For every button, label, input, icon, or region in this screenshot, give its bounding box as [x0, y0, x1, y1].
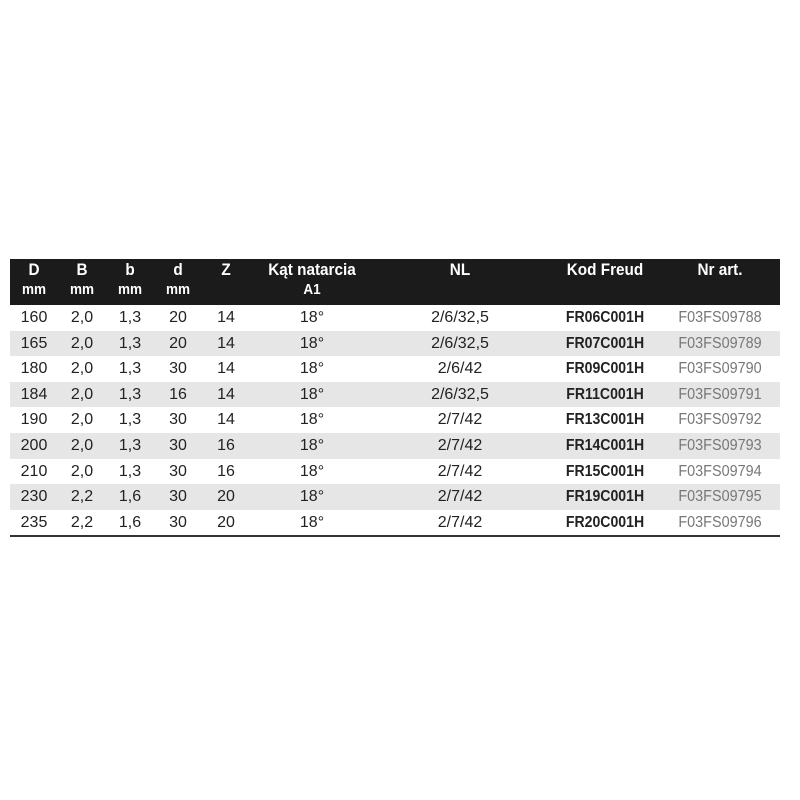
cell-code: FR07C001H: [565, 334, 645, 352]
cell-angle: 18°: [299, 385, 325, 403]
cell-b-body: 1,3: [118, 309, 142, 326]
cell-z: 14: [217, 385, 235, 403]
header-unit: A1: [303, 281, 321, 298]
cell-z: 14: [217, 360, 235, 378]
cell-b-width: 2,0: [70, 334, 94, 352]
cell-d-outer: 165: [20, 334, 48, 352]
header-nl: [424, 259, 496, 280]
cell-art: F03FS09796: [678, 513, 762, 531]
cell-b-width: 2,0: [70, 385, 94, 403]
cell-art: F03FS09790: [678, 360, 762, 378]
cell-art: F03FS09789: [678, 334, 762, 352]
header-b-body: [103, 259, 157, 300]
cell-nl: 2/7/42: [437, 436, 483, 454]
cell-b-body: 1,3: [118, 411, 142, 429]
table-row: [10, 356, 780, 382]
cell-d-bore: 30: [169, 488, 187, 506]
cell-d-bore: 20: [169, 334, 187, 352]
cell-b-width: 2,2: [70, 513, 94, 531]
cell-b-width: 2,0: [70, 411, 94, 429]
cell-d-bore: 30: [169, 436, 187, 454]
cell-nl: 2/6/32,5: [431, 334, 489, 352]
cell-angle: 18°: [299, 309, 325, 326]
cell-nl: 2/7/42: [437, 462, 483, 480]
cell-d-outer: 184: [20, 385, 48, 403]
table-row: [10, 382, 780, 408]
cell-z: 20: [217, 513, 235, 531]
product-table: [10, 259, 780, 537]
cell-code: FR13C001H: [565, 411, 645, 429]
cell-b-width: 2,0: [70, 309, 94, 326]
cell-z: 20: [217, 488, 235, 506]
cell-b-width: 2,0: [70, 360, 94, 378]
header-art: [675, 259, 765, 280]
header-unit: mm: [117, 281, 143, 298]
cell-nl: 2/7/42: [437, 513, 483, 531]
header-label: D: [28, 260, 40, 279]
cell-d-outer: 200: [20, 436, 48, 454]
cell-angle: 18°: [299, 488, 325, 506]
cell-z: 16: [217, 436, 235, 454]
cell-art: F03FS09792: [678, 411, 762, 429]
header-unit: mm: [21, 281, 47, 298]
header-label: d: [173, 260, 183, 279]
cell-angle: 18°: [299, 360, 325, 378]
cell-code: FR19C001H: [565, 488, 645, 506]
cell-b-body: 1,3: [118, 436, 142, 454]
cell-nl: 2/7/42: [437, 488, 483, 506]
cell-code: FR14C001H: [565, 436, 645, 454]
cell-b-body: 1,3: [118, 385, 142, 403]
header-label: Kąt natarcia: [268, 260, 356, 279]
table-row: [10, 433, 780, 459]
cell-code: FR20C001H: [565, 513, 645, 531]
cell-d-outer: 230: [20, 488, 48, 506]
cell-b-width: 2,0: [70, 436, 94, 454]
cell-angle: 18°: [299, 334, 325, 352]
cell-b-width: 2,2: [70, 488, 94, 506]
cell-d-outer: 210: [20, 462, 48, 480]
cell-d-outer: 235: [20, 513, 48, 531]
cell-d-bore: 30: [169, 360, 187, 378]
header-code: [556, 259, 655, 280]
cell-angle: 18°: [299, 513, 325, 531]
cell-art: F03FS09793: [678, 436, 762, 454]
cell-nl: 2/6/32,5: [431, 309, 489, 326]
cell-nl: 2/7/42: [437, 411, 483, 429]
cell-code: FR15C001H: [565, 462, 645, 480]
table-row: [10, 331, 780, 357]
header-label: b: [125, 260, 135, 279]
cell-z: 14: [217, 334, 235, 352]
cell-nl: 2/6/42: [437, 360, 483, 378]
header-unit: mm: [69, 281, 95, 298]
cell-d-outer: 190: [20, 411, 48, 429]
cell-d-outer: 160: [20, 309, 48, 326]
table-row: [10, 510, 780, 536]
cell-art: F03FS09788: [678, 309, 762, 326]
cell-b-body: 1,3: [118, 462, 142, 480]
cell-b-body: 1,6: [118, 488, 142, 506]
header-angle: [249, 259, 375, 300]
cell-b-width: 2,0: [70, 462, 94, 480]
cell-d-bore: 30: [169, 411, 187, 429]
cell-b-body: 1,3: [118, 360, 142, 378]
cell-code: FR06C001H: [565, 309, 645, 326]
table-row: [10, 305, 780, 331]
header-label: Z: [221, 260, 231, 279]
header-label: NL: [449, 260, 471, 279]
table-row: [10, 407, 780, 433]
cell-angle: 18°: [299, 462, 325, 480]
header-b-width: [55, 259, 109, 300]
cell-d-bore: 16: [169, 385, 187, 403]
cell-angle: 18°: [299, 411, 325, 429]
header-label: B: [76, 260, 88, 279]
table-row: [10, 459, 780, 485]
table-header: [10, 259, 780, 305]
cell-art: F03FS09794: [678, 462, 762, 480]
cell-art: F03FS09795: [678, 488, 762, 506]
header-d-outer: [7, 259, 61, 300]
cell-code: FR09C001H: [565, 360, 645, 378]
cell-d-bore: 20: [169, 309, 187, 326]
cell-z: 14: [217, 411, 235, 429]
table-body: [10, 305, 780, 535]
header-label: Kod Freud: [566, 260, 644, 279]
cell-b-body: 1,6: [118, 513, 142, 531]
cell-nl: 2/6/32,5: [431, 385, 489, 403]
cell-z: 14: [217, 309, 235, 326]
cell-d-outer: 180: [20, 360, 48, 378]
cell-d-bore: 30: [169, 513, 187, 531]
cell-angle: 18°: [299, 436, 325, 454]
cell-z: 16: [217, 462, 235, 480]
cell-code: FR11C001H: [566, 385, 644, 403]
header-z: [199, 259, 253, 280]
header-unit: mm: [165, 281, 191, 298]
cell-b-body: 1,3: [118, 334, 142, 352]
header-d-bore: [151, 259, 205, 300]
bottom-rule: [10, 535, 780, 537]
table-row: [10, 484, 780, 510]
cell-art: F03FS09791: [678, 385, 762, 403]
cell-d-bore: 30: [169, 462, 187, 480]
header-label: Nr art.: [697, 260, 743, 279]
